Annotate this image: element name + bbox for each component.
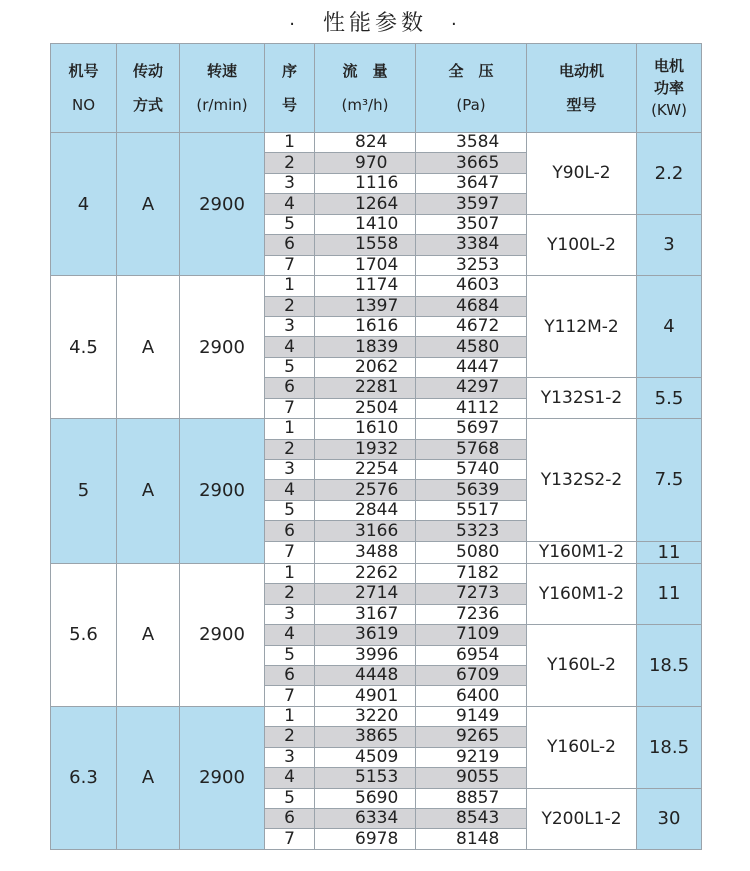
cell-pressure: 4672: [416, 316, 527, 336]
cell-flow: 1397: [315, 296, 416, 316]
cell-pressure: 6954: [416, 645, 527, 665]
motor-power: 11: [637, 541, 702, 563]
cell-pressure: 5517: [416, 500, 527, 520]
cell-flow: 3996: [315, 645, 416, 665]
cell-flow: 1839: [315, 337, 416, 357]
cell-pressure: 8543: [416, 809, 527, 829]
cell-flow: 2062: [315, 357, 416, 377]
motor-power: 2.2: [637, 133, 702, 215]
cell-seq: 5: [265, 788, 315, 808]
group-speed: 2900: [180, 276, 265, 419]
header-seq: 序 号: [265, 44, 315, 133]
cell-pressure: 3584: [416, 133, 527, 153]
header-power: 电机 功率 (KW): [637, 44, 702, 133]
cell-flow: 1610: [315, 419, 416, 439]
cell-flow: 1558: [315, 235, 416, 255]
cell-pressure: 4580: [416, 337, 527, 357]
cell-seq: 3: [265, 173, 315, 193]
cell-flow: 6334: [315, 809, 416, 829]
motor-power: 18.5: [637, 625, 702, 707]
cell-seq: 7: [265, 255, 315, 275]
header-drive: 传动 方式: [117, 44, 180, 133]
cell-flow: 970: [315, 153, 416, 173]
cell-pressure: 3665: [416, 153, 527, 173]
cell-pressure: 7236: [416, 604, 527, 624]
group-speed: 2900: [180, 563, 265, 706]
cell-pressure: 7273: [416, 584, 527, 604]
cell-seq: 5: [265, 500, 315, 520]
header-row: [51, 44, 702, 133]
group-model: 6.3: [51, 706, 117, 849]
cell-flow: 3488: [315, 541, 416, 563]
group-model: 5: [51, 419, 117, 564]
cell-seq: 1: [265, 276, 315, 296]
cell-flow: 3220: [315, 706, 416, 726]
cell-flow: 1410: [315, 214, 416, 234]
group-model: 4: [51, 133, 117, 276]
cell-pressure: 4603: [416, 276, 527, 296]
cell-pressure: 5740: [416, 460, 527, 480]
cell-seq: 6: [265, 809, 315, 829]
group-speed: 2900: [180, 419, 265, 564]
motor-model: Y200L1-2: [527, 788, 637, 849]
cell-flow: 2254: [315, 460, 416, 480]
cell-seq: 3: [265, 747, 315, 767]
motor-model: Y160L-2: [527, 706, 637, 788]
cell-seq: 5: [265, 214, 315, 234]
cell-seq: 7: [265, 541, 315, 563]
cell-seq: 4: [265, 194, 315, 214]
cell-seq: 2: [265, 727, 315, 747]
motor-power: 11: [637, 563, 702, 624]
cell-flow: 3865: [315, 727, 416, 747]
title-dot-left: ·: [289, 14, 299, 35]
cell-pressure: 3384: [416, 235, 527, 255]
group-model: 5.6: [51, 563, 117, 706]
motor-power: 30: [637, 788, 702, 849]
motor-model: Y160L-2: [527, 625, 637, 707]
cell-seq: 3: [265, 604, 315, 624]
cell-pressure: 5697: [416, 419, 527, 439]
group-drive: A: [117, 276, 180, 419]
cell-pressure: 3647: [416, 173, 527, 193]
cell-flow: 1116: [315, 173, 416, 193]
cell-flow: 1264: [315, 194, 416, 214]
cell-flow: 4901: [315, 686, 416, 706]
group-drive: A: [117, 706, 180, 849]
cell-pressure: 5639: [416, 480, 527, 500]
cell-seq: 2: [265, 584, 315, 604]
cell-pressure: 9265: [416, 727, 527, 747]
cell-seq: 7: [265, 398, 315, 418]
cell-flow: 824: [315, 133, 416, 153]
cell-flow: 5153: [315, 768, 416, 788]
cell-pressure: 6400: [416, 686, 527, 706]
cell-flow: 2844: [315, 500, 416, 520]
cell-seq: 3: [265, 460, 315, 480]
motor-model: Y100L-2: [527, 214, 637, 275]
page-title: [0, 6, 750, 37]
cell-flow: 2576: [315, 480, 416, 500]
motor-power: 5.5: [637, 378, 702, 419]
cell-flow: 1616: [315, 316, 416, 336]
cell-seq: 7: [265, 686, 315, 706]
cell-flow: 4448: [315, 665, 416, 685]
title-dot-right: ·: [451, 14, 461, 35]
cell-pressure: 5323: [416, 521, 527, 541]
cell-seq: 6: [265, 378, 315, 398]
cell-seq: 1: [265, 419, 315, 439]
cell-pressure: 7109: [416, 625, 527, 645]
motor-model: Y112M-2: [527, 276, 637, 378]
cell-pressure: 5080: [416, 541, 527, 563]
cell-pressure: 5768: [416, 439, 527, 459]
cell-flow: 6978: [315, 829, 416, 849]
table-row: [51, 276, 702, 296]
header-pressure: 全 压 (Pa): [416, 44, 527, 133]
motor-power: 4: [637, 276, 702, 378]
header-flow: 流 量 (m³/h): [315, 44, 416, 133]
header-motor: 电动机 型号: [527, 44, 637, 133]
cell-seq: 4: [265, 337, 315, 357]
cell-flow: 3619: [315, 625, 416, 645]
cell-seq: 5: [265, 645, 315, 665]
group-speed: 2900: [180, 706, 265, 849]
motor-power: 3: [637, 214, 702, 275]
motor-power: 18.5: [637, 706, 702, 788]
cell-seq: 6: [265, 235, 315, 255]
table-row: [51, 133, 702, 153]
performance-table: [50, 43, 702, 850]
cell-seq: 1: [265, 706, 315, 726]
cell-pressure: 7182: [416, 563, 527, 583]
motor-model: Y132S1-2: [527, 378, 637, 419]
table-row: [51, 706, 702, 726]
cell-pressure: 4297: [416, 378, 527, 398]
cell-seq: 6: [265, 521, 315, 541]
cell-pressure: 4447: [416, 357, 527, 377]
motor-model: Y132S2-2: [527, 419, 637, 542]
cell-seq: 2: [265, 296, 315, 316]
cell-pressure: 6709: [416, 665, 527, 685]
cell-pressure: 8857: [416, 788, 527, 808]
motor-model: Y160M1-2: [527, 541, 637, 563]
table-row: [51, 419, 702, 439]
cell-flow: 5690: [315, 788, 416, 808]
table-body: [51, 133, 702, 850]
cell-seq: 4: [265, 768, 315, 788]
cell-pressure: 3597: [416, 194, 527, 214]
cell-pressure: 4112: [416, 398, 527, 418]
cell-pressure: 3507: [416, 214, 527, 234]
cell-flow: 3167: [315, 604, 416, 624]
cell-pressure: 3253: [416, 255, 527, 275]
title-text: 性能参数: [322, 11, 427, 36]
cell-pressure: 9055: [416, 768, 527, 788]
cell-seq: 4: [265, 625, 315, 645]
cell-seq: 1: [265, 133, 315, 153]
group-model: 4.5: [51, 276, 117, 419]
header-model: 机号 NO: [51, 44, 117, 133]
group-speed: 2900: [180, 133, 265, 276]
header-speed: 转速 (r/min): [180, 44, 265, 133]
cell-seq: 2: [265, 153, 315, 173]
table-row: [51, 563, 702, 583]
cell-flow: 1174: [315, 276, 416, 296]
group-drive: A: [117, 133, 180, 276]
cell-flow: 2504: [315, 398, 416, 418]
cell-pressure: 9219: [416, 747, 527, 767]
cell-flow: 2262: [315, 563, 416, 583]
cell-flow: 1704: [315, 255, 416, 275]
cell-seq: 2: [265, 439, 315, 459]
cell-seq: 5: [265, 357, 315, 377]
motor-model: Y90L-2: [527, 133, 637, 215]
cell-pressure: 8148: [416, 829, 527, 849]
cell-seq: 1: [265, 563, 315, 583]
cell-flow: 4509: [315, 747, 416, 767]
cell-flow: 1932: [315, 439, 416, 459]
cell-pressure: 9149: [416, 706, 527, 726]
cell-flow: 2281: [315, 378, 416, 398]
group-drive: A: [117, 419, 180, 564]
cell-flow: 3166: [315, 521, 416, 541]
cell-seq: 3: [265, 316, 315, 336]
cell-seq: 4: [265, 480, 315, 500]
motor-model: Y160M1-2: [527, 563, 637, 624]
cell-seq: 7: [265, 829, 315, 849]
motor-power: 7.5: [637, 419, 702, 542]
cell-flow: 2714: [315, 584, 416, 604]
cell-seq: 6: [265, 665, 315, 685]
cell-pressure: 4684: [416, 296, 527, 316]
group-drive: A: [117, 563, 180, 706]
